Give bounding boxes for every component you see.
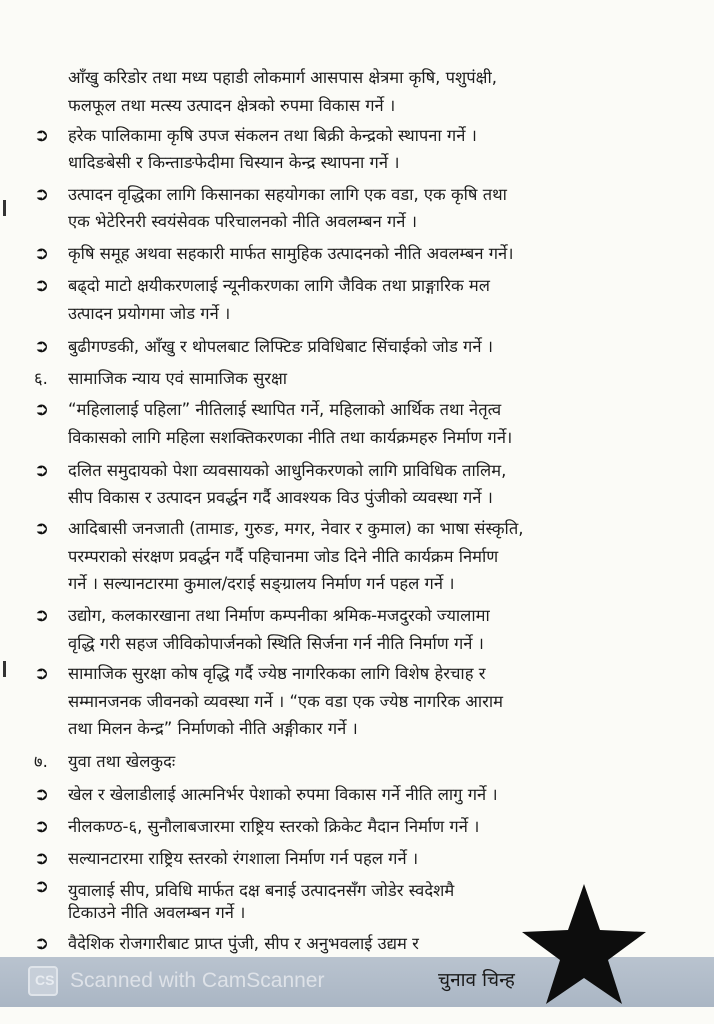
scan-margin-mark xyxy=(3,661,6,677)
text-line: गर्ने । सल्यानटारमा कुमाल/दराई सङ्ग्रालय निर्माण गर्न पहल गर्ने । xyxy=(68,574,455,593)
bullet-arrow-icon: ➲ xyxy=(34,816,50,837)
bullet-arrow-icon: ➲ xyxy=(34,125,50,146)
text-line: दलित समुदायको पेशा व्यवसायको आधुनिकरणको लागि प्राविधिक तालिम, xyxy=(68,461,507,480)
text-line: उत्पादन प्रयोगमा जोड गर्ने । xyxy=(68,304,231,323)
text-line: सामाजिक सुरक्षा कोष वृद्धि गर्दै ज्येष्ठ नागरिकका लागि विशेष हेरचाह र xyxy=(68,664,486,683)
text-line: धादिङबेसी र किन्ताङफेदीमा चिस्यान केन्द्र स्थापना गर्ने । xyxy=(68,153,400,172)
text-line: टिकाउने नीति अवलम्बन गर्ने । xyxy=(68,903,246,922)
text-line: सल्यानटारमा राष्ट्रिय स्तरको रंगशाला निर्माण गर्न पहल गर्ने । xyxy=(68,849,419,868)
text-line: खेल र खेलाडीलाई आत्मनिर्भर पेशाको रुपमा विकास गर्ने नीति लागु गर्ने । xyxy=(68,785,498,804)
bullet-arrow-icon: ➲ xyxy=(34,876,50,897)
section-heading: सामाजिक न्याय एवं सामाजिक सुरक्षा xyxy=(68,369,288,388)
text-line: वैदेशिक रोजगारीबाट प्राप्त पुंजी, सीप र अनुभवलाई उद्यम र xyxy=(68,934,419,953)
text-line: आँखु करिडोर तथा मध्य पहाडी लोकमार्ग आसपास क्षेत्रमा कृषि, पशुपंक्षी, xyxy=(68,68,497,87)
election-symbol-label: चुनाव चिन्ह xyxy=(438,969,515,991)
text-line: कृषि समूह अथवा सहकारी मार्फत सामुहिक उत्पादनको नीति अवलम्बन गर्ने। xyxy=(68,244,514,263)
text-line: परम्पराको संरक्षण प्रवर्द्धन गर्दै पहिचानमा जोड दिने नीति कार्यक्रम निर्माण xyxy=(68,547,499,566)
bullet-arrow-icon: ➲ xyxy=(34,184,50,205)
text-line: हरेक पालिकामा कृषि उपज संकलन तथा बिक्री केन्द्रको स्थापना गर्ने । xyxy=(68,126,477,145)
camscanner-logo-text: CS xyxy=(35,972,55,988)
text-line: फलफूल तथा मत्स्य उत्पादन क्षेत्रको रुपमा विकास गर्ने । xyxy=(68,96,396,115)
bullet-arrow-icon: ➲ xyxy=(34,275,50,296)
text-line: आदिबासी जनजाती (तामाङ, गुरुङ, मगर, नेवार र कुमाल) का भाषा संस्कृति, xyxy=(68,519,524,538)
bullet-arrow-icon: ➲ xyxy=(34,663,50,684)
text-line: एक भेटेरिनरी स्वयंसेवक परिचालनको नीति अवलम्बन गर्ने । xyxy=(68,212,417,231)
bullet-arrow-icon: ➲ xyxy=(34,605,50,626)
text-line: नीलकण्ठ-६, सुनौलाबजारमा राष्ट्रिय स्तरको क्रिकेट मैदान निर्माण गर्ने । xyxy=(68,817,480,836)
text-line: सीप विकास र उत्पादन प्रवर्द्धन गर्दै आवश्यक विउ पुंजीको व्यवस्था गर्ने । xyxy=(68,488,493,507)
text-line: युवालाई सीप, प्रविधि मार्फत दक्ष बनाई उत्पादनसँग जोडेर स्वदेशमै xyxy=(68,881,455,900)
bullet-arrow-icon: ➲ xyxy=(34,848,50,869)
bullet-arrow-icon: ➲ xyxy=(34,518,50,539)
text-line: उद्योग, कलकारखाना तथा निर्माण कम्पनीका श्रमिक-मजदुरको ज्यालामा xyxy=(68,606,490,625)
text-line: तथा मिलन केन्द्र” निर्माणको नीति अङ्गीकार गर्ने । xyxy=(68,719,358,738)
bullet-arrow-icon: ➲ xyxy=(34,460,50,481)
section-number: ६. xyxy=(34,369,48,388)
text-line: विकासको लागि महिला सशक्तिकरणका नीति तथा कार्यक्रमहरु निर्माण गर्ने। xyxy=(68,428,513,447)
bullet-arrow-icon: ➲ xyxy=(34,399,50,420)
section-number: ७. xyxy=(34,752,48,771)
text-line: “महिलालाई पहिला” नीतिलाई स्थापित गर्ने, महिलाको आर्थिक तथा नेतृत्व xyxy=(68,400,502,419)
text-line: सम्मानजनक जीवनको व्यवस्था गर्ने । “एक वडा एक ज्येष्ठ नागरिक आराम xyxy=(68,692,504,711)
text-line: उत्पादन वृद्धिका लागि किसानका सहयोगका लागि एक वडा, एक कृषि तथा xyxy=(68,185,507,204)
section-heading: युवा तथा खेलकुदः xyxy=(68,752,176,771)
bullet-arrow-icon: ➲ xyxy=(34,243,50,264)
scanner-watermark: Scanned with CamScanner xyxy=(70,969,325,992)
bullet-arrow-icon: ➲ xyxy=(34,784,50,805)
text-line: वृद्धि गरी सहज जीविकोपार्जनको स्थिति सिर्जना गर्न नीति निर्माण गर्ने । xyxy=(68,634,484,653)
text-line: बढ्दो माटो क्षयीकरणलाई न्यूनीकरणका लागि जैविक तथा प्राङ्गारिक मल xyxy=(68,276,490,295)
scan-margin-mark xyxy=(3,200,6,216)
bullet-arrow-icon: ➲ xyxy=(34,933,50,954)
star-icon xyxy=(520,880,648,1008)
text-line: बुढीगण्डकी, आँखु र थोपलबाट लिफ्टिङ प्रविधिबाट सिंचाईको जोड गर्ने । xyxy=(68,337,493,356)
bullet-arrow-icon: ➲ xyxy=(34,336,50,357)
